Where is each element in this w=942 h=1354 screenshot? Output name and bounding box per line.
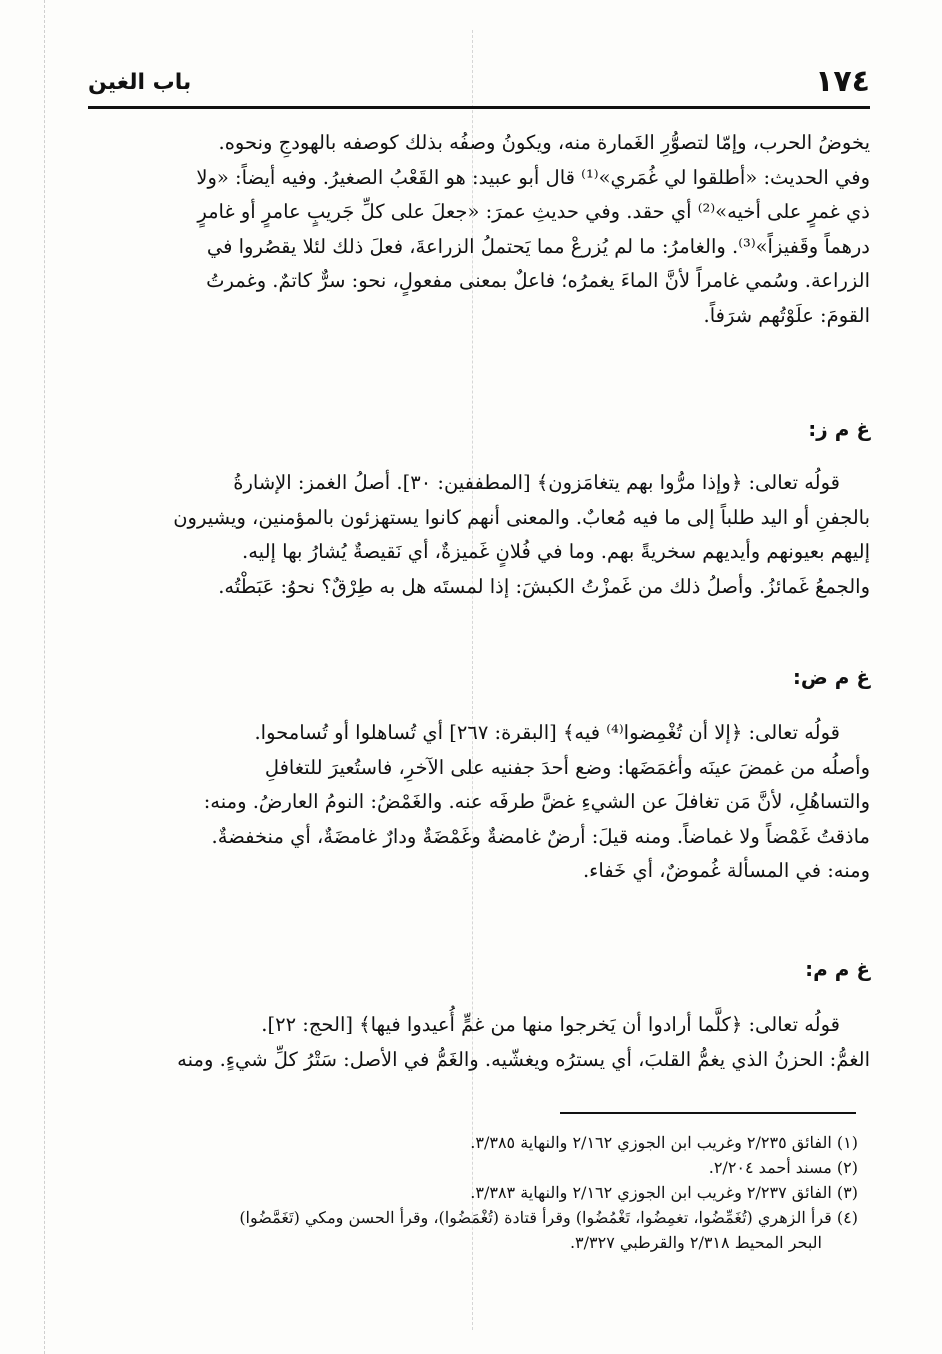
footnote-1: (١) الفائق ٢/٢٣٥ وغريب ابن الجوزي ٢/١٦٢ والنهاية ٣/٣٨٥. [470, 1133, 858, 1152]
section-heading-ghmz: غ م ز: [808, 417, 870, 441]
page-header [88, 62, 870, 102]
text-line: والتساهُلِ، لأنَّ مَن تغافلَ عن الشيءِ غضَّ طرفَه عنه. والغَمْضُ: النومُ العارضُ. ومنه: [203, 790, 870, 813]
footnote-2: (٢) مسند أحمد ٢/٢٠٤. [708, 1158, 858, 1177]
page-number: ١٧٤ [815, 64, 870, 99]
text-line: القومَ: علَوْتُهم شرَفاً. [703, 303, 870, 327]
paragraph-ghmm [88, 1008, 870, 1077]
text-line: والجمعُ غَمائزُ. وأصلُ ذلك من غَمزْتُ الكبشَ: إذا لمستَه هل به طِرْقٌ؟ نحوُ: عَبَطْتُه. [218, 574, 870, 598]
text-line: ذي غمرٍ على أخيه»⁽²⁾ أي حقد. وفي حديثِ عمرَ: «جعلَ على كلِّ جَريبٍ عامرٍ أو غامرٍ [197, 200, 870, 223]
chapter-title: باب الغين [88, 70, 192, 95]
text-line: بالجفنِ أو اليد طلباً إلى ما فيه مُعابٌ. والمعنى أنهم كانوا يستهزئون بالمؤمنين، ويشيرون [173, 505, 870, 529]
text-line: وأصلُه من غمضَ عينَه وأغمَضَها: وضع أحدَ جفنيه على الآخرِ، فاستُعيرَ للتغافلِ [264, 755, 870, 779]
text-line: الغمُّ: الحزنُ الذي يغمُّ القلبَ، أي يسترُه ويغشّيه. والغَمُّ في الأصل: سَتْرُ كلِّ شيءٍ. ومنه [177, 1047, 870, 1071]
text-line: الزراعة. وسُمي غامراً لأنَّ الماءَ يغمرُه؛ فاعلٌ بمعنى مفعولٍ، نحو: سرٌّ كاتمٌ. وغمرتُ [206, 269, 870, 292]
text-line: ماذقتُ غَمْضاً ولا غماضاً. ومنه قيلَ: أرضٌ غامضةٌ وغَمْضَةٌ ودارٌ غامضَةٌ، أي منخفضةٌ. [211, 824, 870, 848]
paragraph-ghmr-continued [88, 126, 870, 333]
text-line: قولُه تعالى: ﴿إلا أن تُغْمِضوا⁽⁴⁾ فيه﴾ [البقرة: ٢٦٧] أي تُساهلوا أو تُسامحوا. [254, 721, 840, 744]
section-heading-ghmd: غ م ض: [792, 665, 870, 689]
footnote-rule [560, 1112, 856, 1114]
footnotes [88, 1130, 858, 1255]
footnote-4-continued: البحر المحيط ٢/٣١٨ والقرطبي ٣/٣٢٧. [569, 1233, 822, 1252]
paragraph-ghmd [88, 716, 870, 889]
footnote-4: (٤) قرأ الزهري (تُغَمِّضُوا، تغمِضُوا، تَغْمُضُوا) وقرأ قتادة (تُغْمَضُوا)، وقرأ الحسن ومكي (تَغَمَّضُوا) [239, 1208, 858, 1227]
text-line: إليهم بعيونهم وأيديهم سخريةً بهم. وما في فُلانٍ غَميزةٌ، أي نَقيصةٌ يُشارُ بها إليه. [242, 540, 870, 563]
section-heading-ghmm: غ م م: [805, 957, 870, 981]
text-line: وفي الحديث: «أطلقوا لي غُمَري»⁽¹⁾ قال أبو عبيد: هو القَعْبُ الصغيرُ. وفيه أيضاً: «ولا [196, 165, 870, 189]
text-line: قولُه تعالى: ﴿وإذا مرُّوا بهم يتغامَزون﴾ [المطففين: ٣٠]. أصلُ الغمز: الإشارةُ [233, 471, 840, 494]
text-line: يخوضُ الحرب، وإمّا لتصوُّرِ الغَمارة منه، ويكونُ وصفُه بذلك كوصفه بالهودجِ ونحوه. [218, 131, 870, 154]
text-line: قولُه تعالى: ﴿كلَّما أرادوا أن يَخرجوا منها من غمٍّ أُعيدوا فيها﴾ [الحج: ٢٢]. [261, 1013, 840, 1036]
footnote-3: (٣) الفائق ٢/٢٣٧ وغريب ابن الجوزي ٢/١٦٢ والنهاية ٣/٣٨٣. [470, 1183, 858, 1202]
scan-edge-line [44, 0, 45, 1354]
text-line: ومنه: في المسألة غُموضٌ، أي خَفاء. [582, 859, 870, 882]
paragraph-ghmz [88, 466, 870, 604]
header-rule [88, 106, 870, 109]
text-line: درهماً وقَفيزاً»⁽³⁾. والغامرُ: ما لم يُزرعْ مما يَحتملُ الزراعةَ، فعلَ ذلك لئلا يقصُروا في [206, 234, 870, 258]
